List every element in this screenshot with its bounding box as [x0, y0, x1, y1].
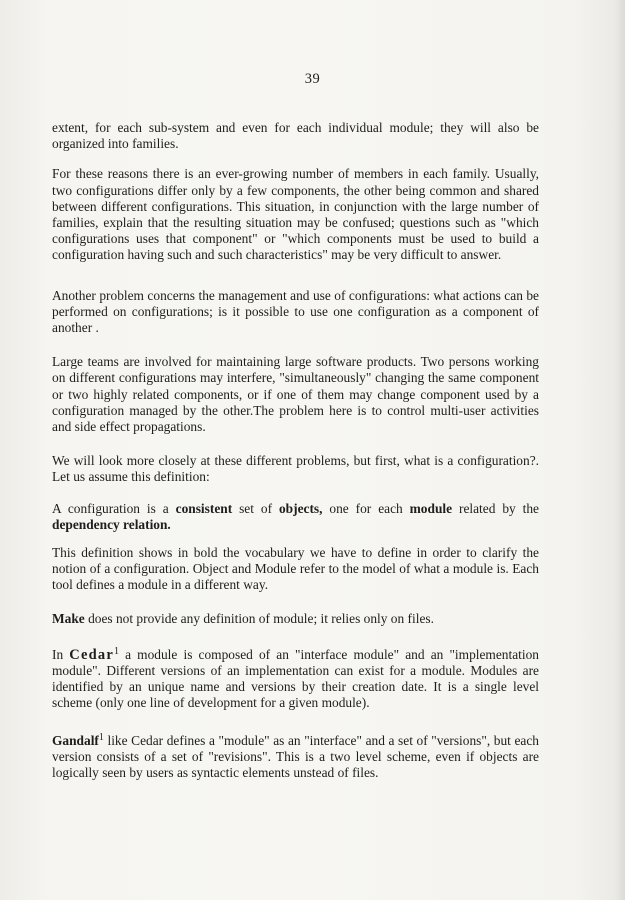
paragraph-make — [52, 611, 539, 627]
paragraph-look-closely: We will look more closely at these different problems, but first, what is a configuration?. Let us assume this definition: — [52, 453, 539, 485]
definition-text: related by the — [452, 500, 539, 516]
make-text: does not provide any definition of module; it relies only on files. — [84, 610, 434, 626]
paragraph-definition — [52, 501, 539, 533]
definition-text: A configuration is a — [52, 500, 176, 516]
paragraph-cedar — [52, 647, 539, 712]
term-make: Make — [52, 610, 85, 626]
term-objects: objects, — [278, 500, 323, 516]
paragraph-management: Another problem concerns the management and use of configurations: what actions can be performed on configurations; is it possible to use one configuration as a component of another . — [52, 287, 539, 336]
paragraph-vocabulary: This definition shows in bold the vocabulary we have to define in order to clarify the notion of a configuration. Object and Module refer to the model of what a module is. Each tool defines a module in a different way. — [52, 545, 539, 593]
cedar-text: a module is composed of an "interface module" and an "implementation module". Different versions of an implementation can exist for a module. Modules are identified by an unique name and versions by their creation date. It is a single level scheme (only one line of development for a given module). — [52, 646, 539, 711]
gandalf-text: like Cedar defines a "module" as an "interface" and a set of "versions", but each version consists of a set of "revisions". This is a two level scheme, even if objects are logically seen by users as syntactic elements unstead of files. — [52, 732, 539, 781]
term-consistent: consistent — [175, 500, 233, 516]
definition-text: set of — [232, 500, 279, 516]
term-cedar: Cedar — [69, 646, 114, 663]
term-gandalf: Gandalf — [52, 732, 99, 748]
footnote-marker: 1 — [98, 731, 104, 743]
term-module: module — [409, 500, 453, 516]
cedar-text: In — [52, 646, 70, 662]
paragraph-family-members: For these reasons there is an ever-growing number of members in each family. Usually, two configurations differ only by a few components, the other being common and shared between different configurations. This situation, in conjunction with the large number of families, explain that the resulting situation may be confused; questions such as "which configurations uses that component" or "which components must be used to build a configuration having such and such characteristics" may be very difficult to answer. — [52, 166, 539, 263]
page-edge-shadow — [615, 0, 625, 900]
paragraph-families: extent, for each sub-system and even for each individual module; they will also be organized into families. — [52, 120, 539, 152]
term-dependency-relation: dependency relation. — [52, 516, 171, 532]
page-number: 39 — [304, 71, 321, 87]
body-text — [52, 120, 539, 798]
definition-text: one for each — [322, 500, 410, 516]
paragraph-large-teams: Large teams are involved for maintaining large software products. Two persons working on different configurations may interfere, "simultaneously" changing the same component or two highly related components, or if one of them may change component used by a configuration managed by the other.The problem here is to control multi-user activities and side effect propagations. — [52, 354, 539, 435]
footnote-marker: 1 — [113, 645, 119, 657]
paragraph-gandalf — [52, 733, 539, 782]
